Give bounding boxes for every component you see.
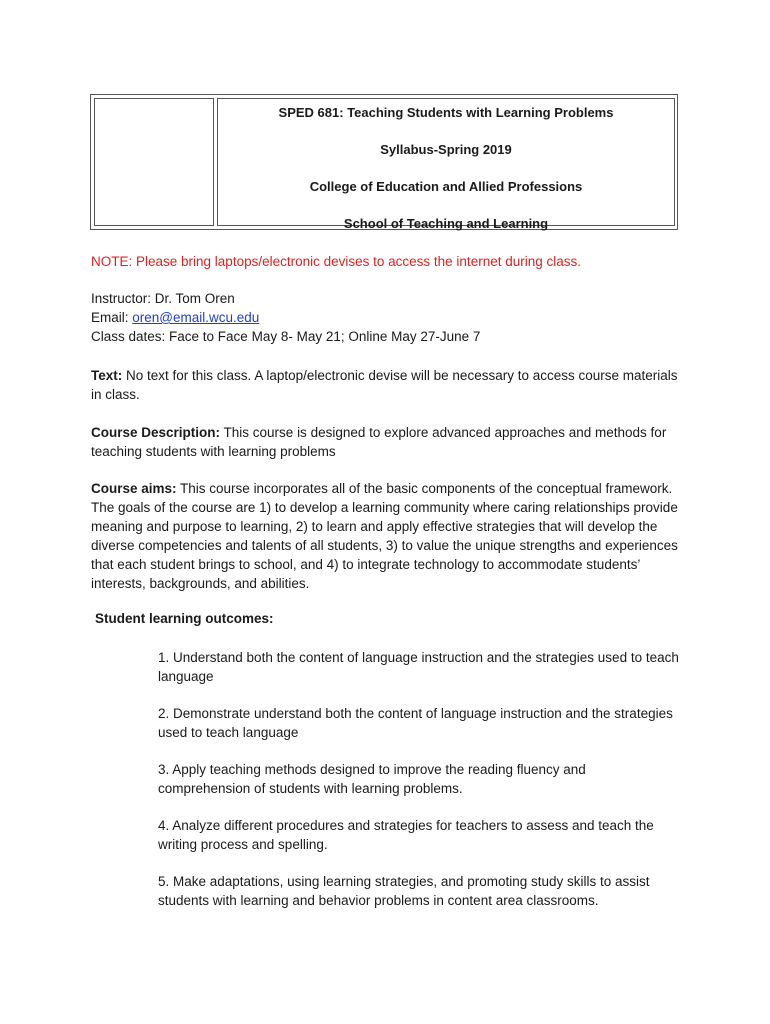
text-label: Text:: [91, 368, 123, 383]
laptop-note: NOTE: Please bring laptops/electronic devises to access the internet during class.: [91, 254, 581, 269]
school-name: School of Teaching and Learning: [343, 216, 549, 231]
text-body: No text for this class. A laptop/electronic devise will be necessary to access course materials in class.: [91, 368, 678, 402]
email-link[interactable]: oren@email.wcu.edu: [132, 310, 260, 325]
outcome-item: 1. Understand both the content of language instruction and the strategies used to teach language: [158, 650, 679, 684]
email-line: [91, 310, 259, 325]
course-description-label: Course Description:: [91, 425, 221, 440]
course-aims-section: [91, 479, 681, 593]
instructor-line: Instructor: Dr. Tom Oren: [91, 291, 235, 306]
logo-placeholder-cell: [94, 98, 214, 226]
header-table: [90, 94, 678, 230]
syllabus-term: Syllabus-Spring 2019: [380, 142, 512, 157]
outcome-item: 5. Make adaptations, using learning strategies, and promoting study skills to assist students with learning and behavior problems in content area classrooms.: [158, 874, 650, 908]
outcomes-heading: Student learning outcomes:: [95, 611, 274, 626]
email-label: Email:: [91, 310, 133, 325]
course-aims-body: This course incorporates all of the basic components of the conceptual framework. The goals of the course are 1) to develop a learning community where caring relationships provide meaning and purpose to learning, 2) to learn and apply effective strategies that will develop the diverse competencies and talents of all students, 3) to value the unique strengths and experiences that each student brings to school, and 4) to integrate technology to accommodate students’ interests, backgrounds, and abilities.: [91, 481, 678, 591]
outcome-item: 3. Apply teaching methods designed to improve the reading fluency and comprehension of students with learning problems.: [158, 762, 586, 796]
outcome-item: 4. Analyze different procedures and strategies for teachers to assess and teach the writing process and spelling.: [158, 818, 654, 852]
course-aims-label: Course aims:: [91, 481, 177, 496]
outcome-item: 2. Demonstrate understand both the content of language instruction and the strategies used to teach language: [158, 706, 673, 740]
college-name: College of Education and Allied Professions: [309, 179, 583, 194]
course-title: SPED 681: Teaching Students with Learning Problems: [278, 105, 614, 120]
course-description-section: [91, 423, 681, 461]
header-text-cell: [217, 98, 675, 231]
course-description-body: This course is designed to explore advanced approaches and methods for teaching students with learning problems: [91, 425, 667, 459]
text-section: [91, 366, 681, 404]
class-dates-line: Class dates: Face to Face May 8- May 21; Online May 27-June 7: [91, 329, 481, 344]
